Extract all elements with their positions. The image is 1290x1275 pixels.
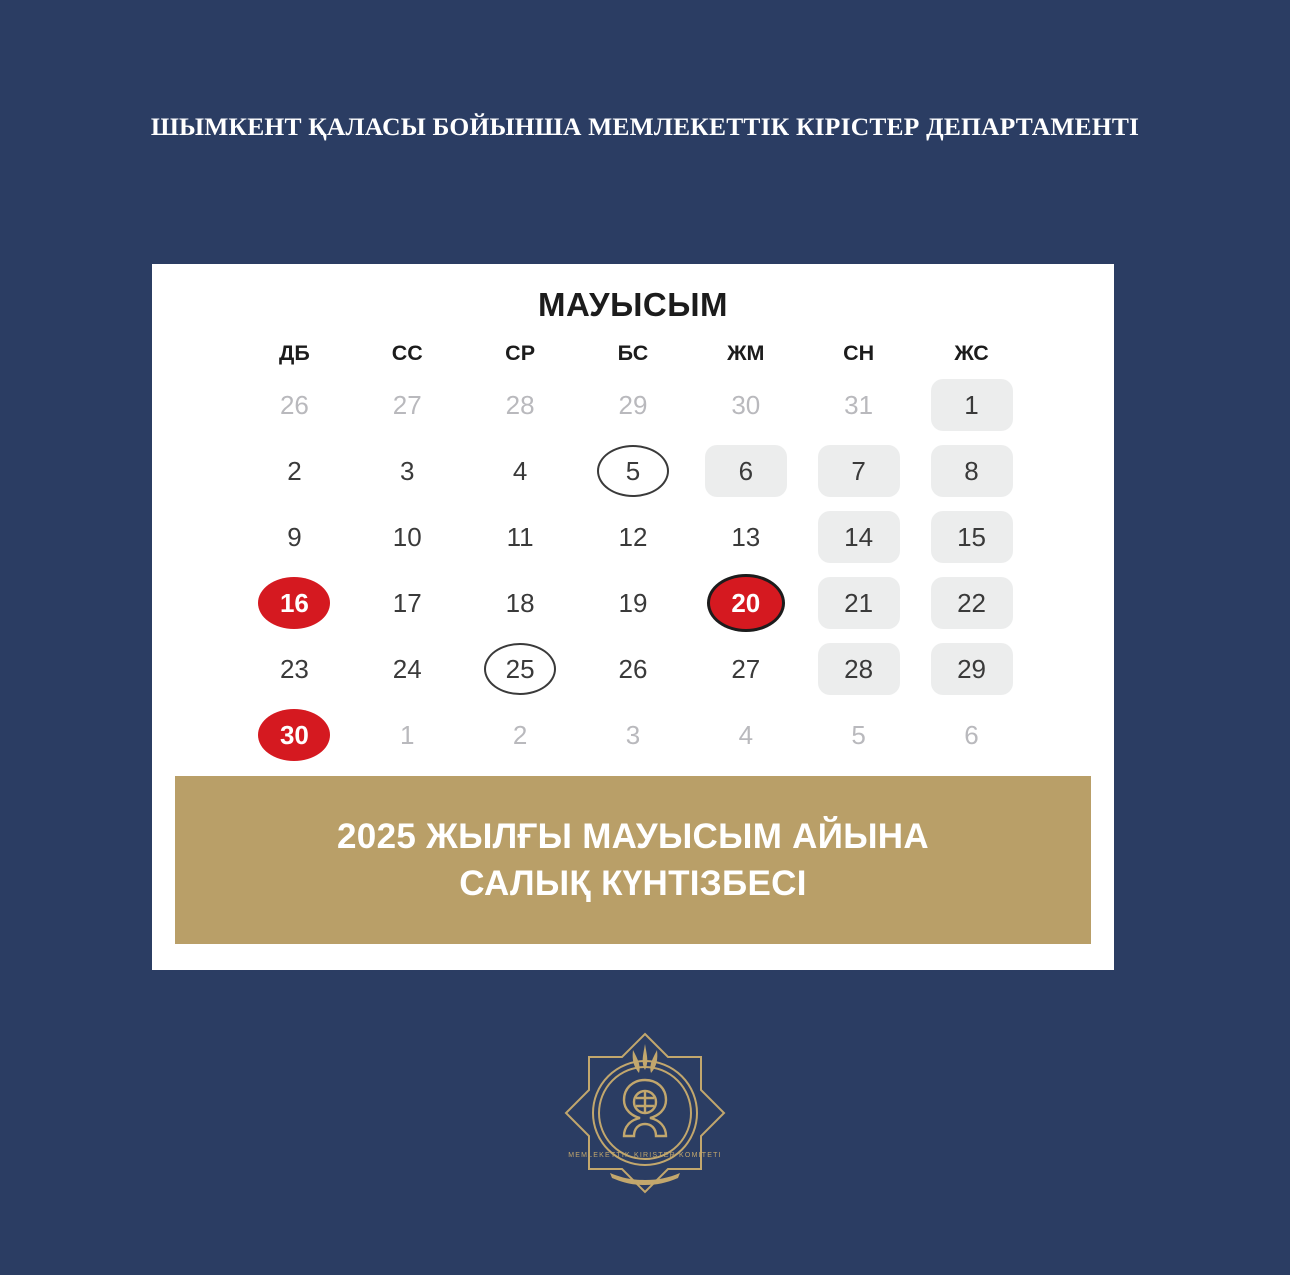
calendar-day[interactable]: 17 bbox=[392, 587, 422, 618]
calendar-day[interactable]: 7 bbox=[818, 445, 900, 497]
weekday-header-mon: ДБ bbox=[279, 341, 310, 365]
calendar-day[interactable]: 24 bbox=[392, 653, 422, 684]
calendar-day[interactable]: 14 bbox=[818, 511, 900, 563]
calendar-cell bbox=[802, 636, 915, 702]
calendar-day[interactable]: 16 bbox=[258, 577, 330, 629]
calendar-cell-inner bbox=[238, 508, 351, 566]
calendar-cell bbox=[577, 570, 690, 636]
calendar-day[interactable]: 1 bbox=[931, 379, 1013, 431]
calendar-cell bbox=[689, 438, 802, 504]
calendar-cell-inner bbox=[351, 508, 464, 566]
calendar-cell bbox=[464, 636, 577, 702]
calendar-cell bbox=[802, 504, 915, 570]
calendar-day[interactable]: 27 bbox=[392, 389, 422, 420]
calendar-day[interactable]: 23 bbox=[279, 653, 309, 684]
calendar-cell-inner bbox=[802, 508, 915, 566]
calendar-cell bbox=[577, 372, 690, 438]
calendar-day[interactable]: 2 bbox=[512, 719, 528, 750]
calendar-day[interactable]: 29 bbox=[931, 643, 1013, 695]
calendar-cell-inner bbox=[802, 376, 915, 434]
calendar-day[interactable]: 5 bbox=[851, 719, 866, 750]
calendar-cell bbox=[577, 438, 690, 504]
calendar-cell-inner bbox=[238, 376, 351, 434]
calendar-cell bbox=[351, 570, 464, 636]
calendar-cell bbox=[577, 504, 690, 570]
calendar-day[interactable]: 30 bbox=[731, 389, 761, 420]
calendar-cell-inner bbox=[351, 574, 464, 632]
calendar-day[interactable]: 21 bbox=[818, 577, 900, 629]
calendar-cell bbox=[802, 372, 915, 438]
calendar-cell-inner bbox=[464, 508, 577, 566]
calendar-day[interactable]: 8 bbox=[931, 445, 1013, 497]
weekday-header-thu: БС bbox=[617, 341, 649, 365]
calendar-cell-inner bbox=[464, 574, 577, 632]
calendar-cell-inner bbox=[464, 442, 577, 500]
page-title: ШЫМКЕНТ ҚАЛАСЫ БОЙЫНША МЕМЛЕКЕТТІК КІРІСТЕР ДЕПАРТАМЕНТІ bbox=[150, 112, 1140, 141]
calendar-day[interactable]: 11 bbox=[506, 521, 534, 552]
calendar-cell bbox=[915, 438, 1028, 504]
calendar-cell bbox=[351, 372, 464, 438]
calendar-cell-inner bbox=[464, 376, 577, 434]
calendar-cell bbox=[351, 702, 464, 768]
calendar-day[interactable]: 26 bbox=[618, 653, 648, 684]
month-label: МАУЫСЫМ bbox=[537, 286, 729, 323]
calendar-cell-inner bbox=[802, 706, 915, 764]
calendar-day[interactable]: 12 bbox=[618, 521, 648, 552]
calendar-day[interactable]: 3 bbox=[400, 455, 415, 486]
calendar-day[interactable]: 9 bbox=[287, 521, 302, 552]
calendar-body bbox=[238, 372, 1028, 768]
weekday-header-fri: ЖМ bbox=[727, 341, 765, 365]
calendar-cell-inner bbox=[238, 574, 351, 632]
calendar-cell-inner bbox=[915, 376, 1028, 434]
calendar-cell bbox=[464, 372, 577, 438]
calendar-day[interactable]: 27 bbox=[731, 653, 761, 684]
calendar-week-row bbox=[238, 372, 1028, 438]
weekday-header-wed: СР bbox=[505, 341, 536, 365]
calendar-day[interactable]: 28 bbox=[505, 389, 535, 420]
calendar-cell-inner bbox=[238, 442, 351, 500]
calendar-cell-inner bbox=[802, 640, 915, 698]
calendar-weekday-row bbox=[238, 340, 1028, 372]
calendar-day[interactable]: 6 bbox=[705, 445, 787, 497]
calendar-cell-inner bbox=[577, 640, 690, 698]
calendar-day[interactable]: 4 bbox=[738, 719, 754, 750]
calendar-cell-inner bbox=[689, 376, 802, 434]
calendar-cell bbox=[577, 702, 690, 768]
calendar-cell bbox=[238, 504, 351, 570]
calendar-cell bbox=[915, 636, 1028, 702]
calendar-card bbox=[152, 264, 1114, 970]
calendar-day[interactable]: 25 bbox=[484, 643, 556, 695]
calendar-day[interactable]: 19 bbox=[618, 587, 648, 618]
calendar-cell bbox=[802, 570, 915, 636]
calendar-cell-inner bbox=[802, 574, 915, 632]
calendar-cell-inner bbox=[577, 706, 690, 764]
calendar-day[interactable]: 1 bbox=[400, 719, 415, 750]
banner-line-2: САЛЫҚ КҮНТІЗБЕСІ bbox=[459, 864, 807, 903]
calendar-cell-inner bbox=[689, 508, 802, 566]
calendar-day[interactable]: 26 bbox=[279, 389, 309, 420]
calendar-week-row bbox=[238, 702, 1028, 768]
calendar-cell-inner bbox=[689, 574, 802, 632]
calendar-cell-inner bbox=[351, 442, 464, 500]
calendar-cell bbox=[351, 636, 464, 702]
calendar-cell bbox=[802, 702, 915, 768]
calendar-cell bbox=[238, 702, 351, 768]
calendar-cell bbox=[689, 702, 802, 768]
calendar-week-row bbox=[238, 504, 1028, 570]
calendar-cell bbox=[915, 702, 1028, 768]
calendar-day[interactable]: 18 bbox=[505, 587, 535, 618]
calendar-table bbox=[238, 340, 1028, 768]
calendar-cell-inner bbox=[351, 706, 464, 764]
calendar-cell-inner bbox=[689, 706, 802, 764]
weekday-header-tue: СС bbox=[391, 341, 423, 365]
calendar-day[interactable]: 2 bbox=[287, 455, 302, 486]
calendar-day[interactable]: 22 bbox=[931, 577, 1013, 629]
calendar-cell bbox=[238, 372, 351, 438]
calendar-day[interactable]: 13 bbox=[731, 521, 761, 552]
calendar-week-row bbox=[238, 636, 1028, 702]
calendar-cell-inner bbox=[464, 706, 577, 764]
weekday-header-sat: СН bbox=[843, 341, 875, 365]
calendar-day[interactable]: 4 bbox=[512, 455, 528, 486]
calendar-cell bbox=[577, 636, 690, 702]
calendar-cell bbox=[915, 372, 1028, 438]
calendar-cell-inner bbox=[351, 640, 464, 698]
calendar-week-row bbox=[238, 570, 1028, 636]
calendar-cell-inner bbox=[577, 376, 690, 434]
calendar-cell bbox=[689, 636, 802, 702]
calendar-day[interactable]: 20 bbox=[710, 577, 782, 629]
calendar-cell bbox=[464, 504, 577, 570]
calendar-cell-inner bbox=[915, 706, 1028, 764]
calendar-cell-inner bbox=[464, 640, 577, 698]
calendar-week-row bbox=[238, 438, 1028, 504]
calendar-cell-inner bbox=[577, 508, 690, 566]
banner bbox=[175, 776, 1091, 944]
calendar-day[interactable]: 31 bbox=[844, 389, 874, 420]
calendar-cell-inner bbox=[915, 640, 1028, 698]
calendar-cell bbox=[464, 438, 577, 504]
calendar-cell-inner bbox=[351, 376, 464, 434]
calendar-cell-inner bbox=[238, 640, 351, 698]
calendar-cell-inner bbox=[915, 442, 1028, 500]
calendar-cell bbox=[351, 504, 464, 570]
calendar-day[interactable]: 5 bbox=[597, 445, 669, 497]
calendar-cell bbox=[238, 636, 351, 702]
calendar-cell bbox=[464, 702, 577, 768]
calendar-cell-inner bbox=[577, 442, 690, 500]
calendar-day[interactable]: 3 bbox=[625, 719, 641, 750]
calendar-day[interactable]: 15 bbox=[931, 511, 1013, 563]
calendar-day[interactable]: 29 bbox=[618, 389, 648, 420]
state-revenue-committee-emblem bbox=[550, 1028, 740, 1203]
calendar-cell-inner bbox=[802, 442, 915, 500]
calendar-cell bbox=[802, 438, 915, 504]
calendar-day[interactable]: 28 bbox=[818, 643, 900, 695]
calendar-cell bbox=[689, 504, 802, 570]
calendar-day[interactable]: 10 bbox=[392, 521, 422, 552]
emblem-caption: MEMLEKETTIK KIRISTER KOMITETI bbox=[568, 1152, 722, 1159]
calendar-cell bbox=[689, 570, 802, 636]
calendar-cell-inner bbox=[689, 640, 802, 698]
calendar-cell bbox=[238, 438, 351, 504]
calendar-day[interactable]: 6 bbox=[964, 719, 979, 750]
weekday-header-sun: ЖС bbox=[954, 341, 989, 365]
calendar-cell-inner bbox=[689, 442, 802, 500]
calendar-cell-inner bbox=[238, 706, 351, 764]
calendar-cell bbox=[238, 570, 351, 636]
calendar-cell-inner bbox=[915, 508, 1028, 566]
calendar-cell bbox=[915, 504, 1028, 570]
calendar-cell bbox=[464, 570, 577, 636]
calendar-cell-inner bbox=[577, 574, 690, 632]
banner-line-1: 2025 ЖЫЛҒЫ МАУЫСЫМ АЙЫНА bbox=[337, 816, 929, 856]
calendar-cell bbox=[689, 372, 802, 438]
calendar-cell bbox=[351, 438, 464, 504]
calendar-cell bbox=[915, 570, 1028, 636]
calendar-day[interactable]: 30 bbox=[258, 709, 330, 761]
calendar-cell-inner bbox=[915, 574, 1028, 632]
